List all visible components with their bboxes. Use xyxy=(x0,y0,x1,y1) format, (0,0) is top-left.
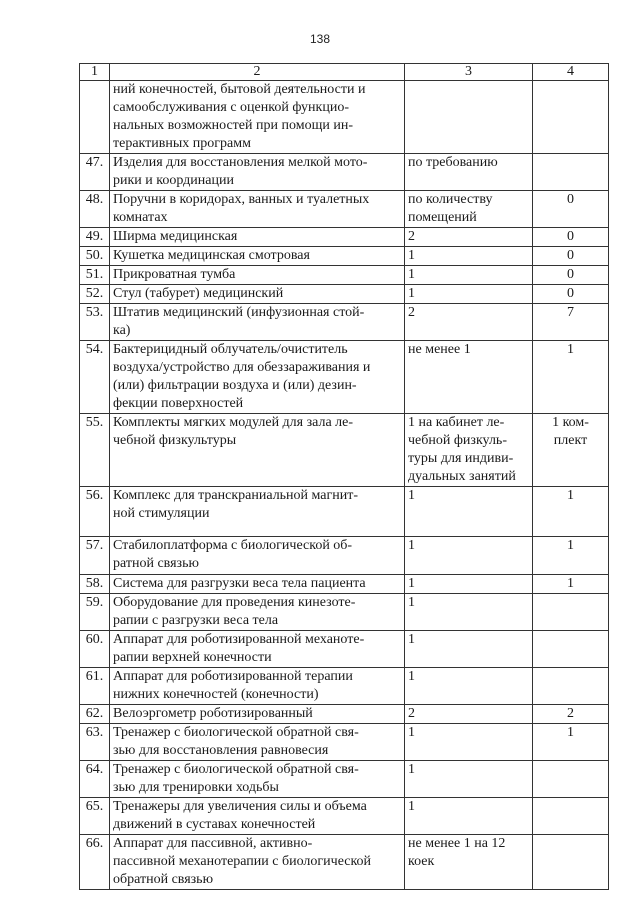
item-col4 xyxy=(533,285,609,304)
item-quantity-line: 1 xyxy=(408,488,415,503)
item-quantity-line: 1 xyxy=(408,267,415,282)
item-quantity-line: 1 xyxy=(408,669,415,684)
table-row xyxy=(80,341,609,414)
row-number: 62. xyxy=(80,705,110,724)
item-col4 xyxy=(533,247,609,266)
item-name-line: ратной связью xyxy=(113,556,199,571)
item-name-line: Изделия для восстановления мелкой мото- xyxy=(113,155,368,170)
row-number: 59. xyxy=(80,594,110,631)
item-quantity xyxy=(405,414,533,487)
item-quantity-line: 1 xyxy=(408,725,415,740)
item-col4 xyxy=(533,761,609,798)
item-name-line: Штатив медицинский (инфузионная стой- xyxy=(113,305,365,320)
header-col-3: 3 xyxy=(405,64,533,81)
item-name-line: пассивной механотерапии с биологической xyxy=(113,854,372,869)
item-quantity-line: дуальных занятий xyxy=(408,469,516,484)
item-name-line: Ширма медицинская xyxy=(113,229,238,244)
item-quantity xyxy=(405,341,533,414)
table-row xyxy=(80,631,609,668)
table-row xyxy=(80,81,609,154)
item-name-line: зью для восстановления равновесия xyxy=(113,743,329,758)
item-quantity xyxy=(405,228,533,247)
item-col4-line: 1 xyxy=(567,342,574,357)
item-col4 xyxy=(533,631,609,668)
table-row xyxy=(80,285,609,304)
table-row xyxy=(80,247,609,266)
table-row xyxy=(80,304,609,341)
item-col4-line: плект xyxy=(553,433,588,448)
item-col4-line: 1 xyxy=(567,538,574,553)
item-col4-line: 0 xyxy=(567,267,574,282)
item-name-line: рапии с разгрузки веса тела xyxy=(113,613,279,628)
table-row xyxy=(80,724,609,761)
item-name-line: терактивных программ xyxy=(113,136,251,151)
row-number: 52. xyxy=(80,285,110,304)
item-col4 xyxy=(533,835,609,890)
item-quantity xyxy=(405,537,533,575)
item-quantity-line: коек xyxy=(408,854,435,869)
item-col4-line: 1 xyxy=(567,576,574,591)
item-name xyxy=(110,285,405,304)
table-row xyxy=(80,537,609,575)
item-quantity-line: 2 xyxy=(408,706,415,721)
table-row xyxy=(80,154,609,191)
item-quantity-line: 1 на кабинет ле- xyxy=(408,415,505,430)
item-name xyxy=(110,575,405,594)
item-quantity xyxy=(405,575,533,594)
row-number: 57. xyxy=(80,537,110,575)
table-row xyxy=(80,487,609,537)
item-name-line: движений в суставах конечностей xyxy=(113,817,316,832)
item-name-line: ка) xyxy=(113,323,131,338)
item-quantity-line: 1 xyxy=(408,595,415,610)
row-number: 66. xyxy=(80,835,110,890)
item-name-line: Оборудование для проведения кинезоте- xyxy=(113,595,356,610)
item-name xyxy=(110,266,405,285)
table-row xyxy=(80,761,609,798)
item-name xyxy=(110,304,405,341)
item-name-line: Аппарат для пассивной, активно- xyxy=(113,836,313,851)
item-quantity xyxy=(405,154,533,191)
item-col4-line: 2 xyxy=(567,706,574,721)
header-col-4: 4 xyxy=(533,64,609,81)
row-number: 65. xyxy=(80,798,110,835)
item-quantity-line: помещений xyxy=(408,210,477,225)
item-name-line: Кушетка медицинская смотровая xyxy=(113,248,310,263)
item-col4 xyxy=(533,191,609,228)
item-name-line: Аппарат для роботизированной механоте- xyxy=(113,632,365,647)
item-name-line: рапии верхней конечности xyxy=(113,650,272,665)
row-number: 58. xyxy=(80,575,110,594)
item-col4 xyxy=(533,228,609,247)
item-name-line: комнатах xyxy=(113,210,168,225)
item-name xyxy=(110,247,405,266)
table-row xyxy=(80,668,609,705)
item-col4-line: 0 xyxy=(567,192,574,207)
item-quantity-line: 1 xyxy=(408,538,415,553)
item-name xyxy=(110,537,405,575)
item-col4-line: 1 xyxy=(567,725,574,740)
item-name xyxy=(110,724,405,761)
item-col4 xyxy=(533,798,609,835)
item-name xyxy=(110,631,405,668)
item-name-line: Комплекс для транскраниальной магнит- xyxy=(113,488,359,503)
item-quantity xyxy=(405,631,533,668)
row-number: 61. xyxy=(80,668,110,705)
item-name xyxy=(110,414,405,487)
table-row xyxy=(80,835,609,890)
item-col4 xyxy=(533,414,609,487)
row-number: 54. xyxy=(80,341,110,414)
item-name xyxy=(110,594,405,631)
item-col4-line: 7 xyxy=(567,305,574,320)
item-quantity xyxy=(405,724,533,761)
item-name-line: Тренажеры для увеличения силы и объема xyxy=(113,799,367,814)
table-row xyxy=(80,798,609,835)
item-quantity-line: 1 xyxy=(408,286,415,301)
item-col4-line: 0 xyxy=(567,229,574,244)
item-name-line: самообслуживания с оценкой функцио- xyxy=(113,100,349,115)
item-quantity xyxy=(405,705,533,724)
item-name-line: (или) фильтрации воздуха и (или) дезин- xyxy=(113,378,357,393)
item-name-line: Стул (табурет) медицинский xyxy=(113,286,284,301)
item-name-line: обратной связью xyxy=(113,872,214,887)
item-quantity xyxy=(405,487,533,537)
table-row xyxy=(80,414,609,487)
item-name-line: Аппарат для роботизированной терапии xyxy=(113,669,353,684)
header-col-2: 2 xyxy=(110,64,405,81)
item-name-line: Велоэргометр роботизированный xyxy=(113,706,313,721)
row-number: 48. xyxy=(80,191,110,228)
item-col4 xyxy=(533,594,609,631)
item-name-line: Прикроватная тумба xyxy=(113,267,236,282)
item-col4 xyxy=(533,705,609,724)
item-quantity-line: 1 xyxy=(408,799,415,814)
item-col4 xyxy=(533,575,609,594)
item-quantity-line: чебной физкуль- xyxy=(408,433,507,448)
row-number: 51. xyxy=(80,266,110,285)
item-col4 xyxy=(533,81,609,154)
item-col4 xyxy=(533,724,609,761)
item-name-line: фекции поверхностей xyxy=(113,396,244,411)
table-body xyxy=(80,81,609,890)
item-name xyxy=(110,191,405,228)
item-quantity-line: 2 xyxy=(408,305,415,320)
item-quantity xyxy=(405,304,533,341)
item-quantity-line: 1 xyxy=(408,248,415,263)
item-quantity-line: по требованию xyxy=(408,155,498,170)
item-name-line: Система для разгрузки веса тела пациента xyxy=(113,576,366,591)
item-col4 xyxy=(533,154,609,191)
item-name-line: чебной физкультуры xyxy=(113,433,237,448)
item-col4 xyxy=(533,487,609,537)
item-name xyxy=(110,228,405,247)
table-row xyxy=(80,705,609,724)
item-name xyxy=(110,668,405,705)
item-col4 xyxy=(533,304,609,341)
item-name-line: воздуха/устройство для обеззараживания и xyxy=(113,360,371,375)
item-col4-line: 0 xyxy=(567,248,574,263)
row-number: 50. xyxy=(80,247,110,266)
item-quantity xyxy=(405,835,533,890)
item-quantity xyxy=(405,247,533,266)
item-quantity xyxy=(405,798,533,835)
item-col4 xyxy=(533,537,609,575)
row-number xyxy=(80,81,110,154)
item-quantity xyxy=(405,81,533,154)
item-name-line: нижних конечностей (конечности) xyxy=(113,687,319,702)
row-number: 55. xyxy=(80,414,110,487)
item-quantity-line: 1 xyxy=(408,632,415,647)
header-col-1: 1 xyxy=(80,64,110,81)
item-quantity xyxy=(405,191,533,228)
item-col4 xyxy=(533,341,609,414)
row-number: 53. xyxy=(80,304,110,341)
item-name-line: Комплекты мягких модулей для зала ле- xyxy=(113,415,354,430)
table-row xyxy=(80,191,609,228)
table-row xyxy=(80,594,609,631)
item-col4-line: 1 ком- xyxy=(552,415,589,430)
item-quantity-line: 1 xyxy=(408,576,415,591)
item-name-line: рики и координации xyxy=(113,173,234,188)
row-number: 60. xyxy=(80,631,110,668)
item-name xyxy=(110,835,405,890)
item-name xyxy=(110,487,405,537)
item-name-line: нальных возможностей при помощи ин- xyxy=(113,118,353,133)
table-row xyxy=(80,228,609,247)
item-quantity xyxy=(405,761,533,798)
item-quantity xyxy=(405,594,533,631)
row-number: 47. xyxy=(80,154,110,191)
item-name-line: Поручни в коридорах, ванных и туалетных xyxy=(113,192,370,207)
item-name-line: Стабилоплатформа с биологической об- xyxy=(113,538,353,553)
item-name-line: ной стимуляции xyxy=(113,506,210,521)
item-name xyxy=(110,341,405,414)
item-name xyxy=(110,761,405,798)
item-name xyxy=(110,798,405,835)
table-row xyxy=(80,575,609,594)
item-name xyxy=(110,705,405,724)
page-number: 138 xyxy=(309,32,331,46)
item-quantity xyxy=(405,668,533,705)
item-quantity xyxy=(405,266,533,285)
header-row xyxy=(80,64,609,81)
item-name xyxy=(110,154,405,191)
item-quantity-line: по количеству xyxy=(408,192,493,207)
item-name-line: Тренажер с биологической обратной свя- xyxy=(113,725,359,740)
equipment-table xyxy=(79,63,609,890)
item-quantity-line: не менее 1 xyxy=(408,342,471,357)
table-header xyxy=(80,64,609,81)
row-number: 49. xyxy=(80,228,110,247)
row-number: 56. xyxy=(80,487,110,537)
row-number: 64. xyxy=(80,761,110,798)
item-col4-line: 1 xyxy=(567,488,574,503)
row-number: 63. xyxy=(80,724,110,761)
item-col4 xyxy=(533,266,609,285)
item-col4 xyxy=(533,668,609,705)
item-quantity-line: 2 xyxy=(408,229,415,244)
item-name-line: Тренажер с биологической обратной свя- xyxy=(113,762,359,777)
item-quantity-line: не менее 1 на 12 xyxy=(408,836,506,851)
item-col4-line: 0 xyxy=(567,286,574,301)
item-quantity xyxy=(405,285,533,304)
item-name-line: ний конечностей, бытовой деятельности и xyxy=(113,82,366,97)
item-name xyxy=(110,81,405,154)
item-quantity-line: 1 xyxy=(408,762,415,777)
table-row xyxy=(80,266,609,285)
item-name-line: Бактерицидный облучатель/очиститель xyxy=(113,342,348,357)
item-quantity-line: туры для индиви- xyxy=(408,451,514,466)
item-name-line: зью для тренировки ходьбы xyxy=(113,780,279,795)
